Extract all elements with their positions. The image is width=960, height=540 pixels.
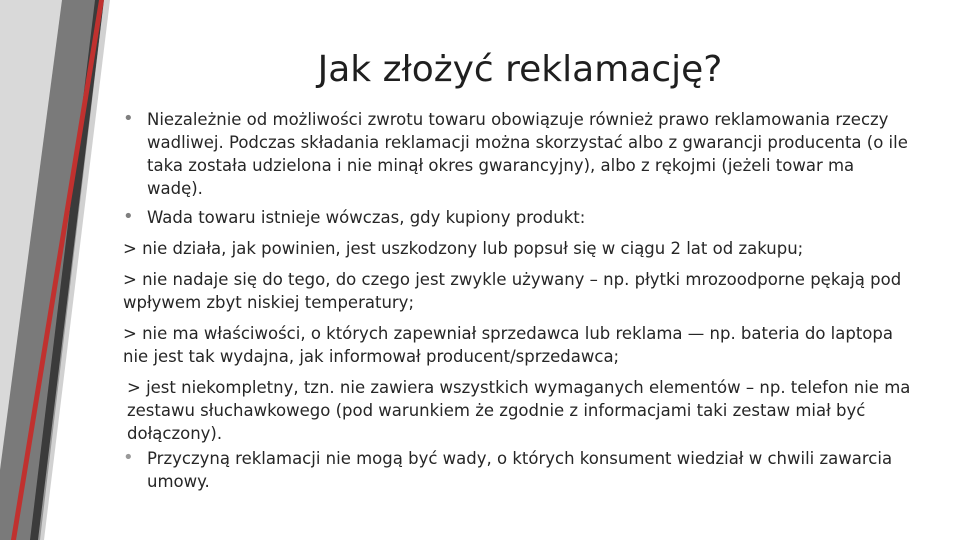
decorative-stripes [0, 0, 130, 540]
slide-body [123, 108, 913, 493]
slide-title: Jak złożyć reklamację? [317, 49, 723, 90]
bullet-dot-icon: • [123, 206, 134, 227]
bullet-wada-towaru [123, 206, 913, 229]
bullet-przyczyna-reklamacji [123, 447, 913, 493]
bullet-text: Przyczyną reklamacji nie mogą być wady, o których konsument wiedział w chwili zawarcia umowy. [147, 449, 893, 491]
bullet-text: Niezależnie od możliwości zwrotu towaru obowiązuje również prawo reklamowania rzeczy wadliwej. Podczas składania reklamacji można skorzystać albo z gwarancji producenta (o ile taka została udzielona i nie minął okres gwarancyjny), albo z rękojmi (jeżeli towar ma wadę). [147, 110, 908, 198]
bullet-gwarancja-rekojmia [123, 108, 913, 200]
bullet-dot-icon: • [123, 447, 134, 468]
defect-item: > nie działa, jak powinien, jest uszkodzony lub popsuł się w ciągu 2 lat od zakupu; [123, 239, 804, 258]
bullet-dot-icon: • [123, 108, 134, 129]
defect-item: > jest niekompletny, tzn. nie zawiera wszystkich wymaganych elementów – np. telefon nie ma zestawu słuchawkowego (pod warunkiem że zgodnie z informacjami taki zestaw miał być dołączony). [127, 378, 911, 443]
bullet-text: Wada towaru istnieje wówczas, gdy kupiony produkt: [147, 208, 586, 227]
defect-item: > nie ma właściwości, o których zapewniał sprzedawca lub reklama — np. bateria do laptopa nie jest tak wydajna, jak informował producent/sprzedawca; [123, 324, 893, 366]
defect-item: > nie nadaje się do tego, do czego jest zwykle używany – np. płytki mrozoodporne pękają pod wpływem zbyt niskiej temperatury; [123, 270, 902, 312]
